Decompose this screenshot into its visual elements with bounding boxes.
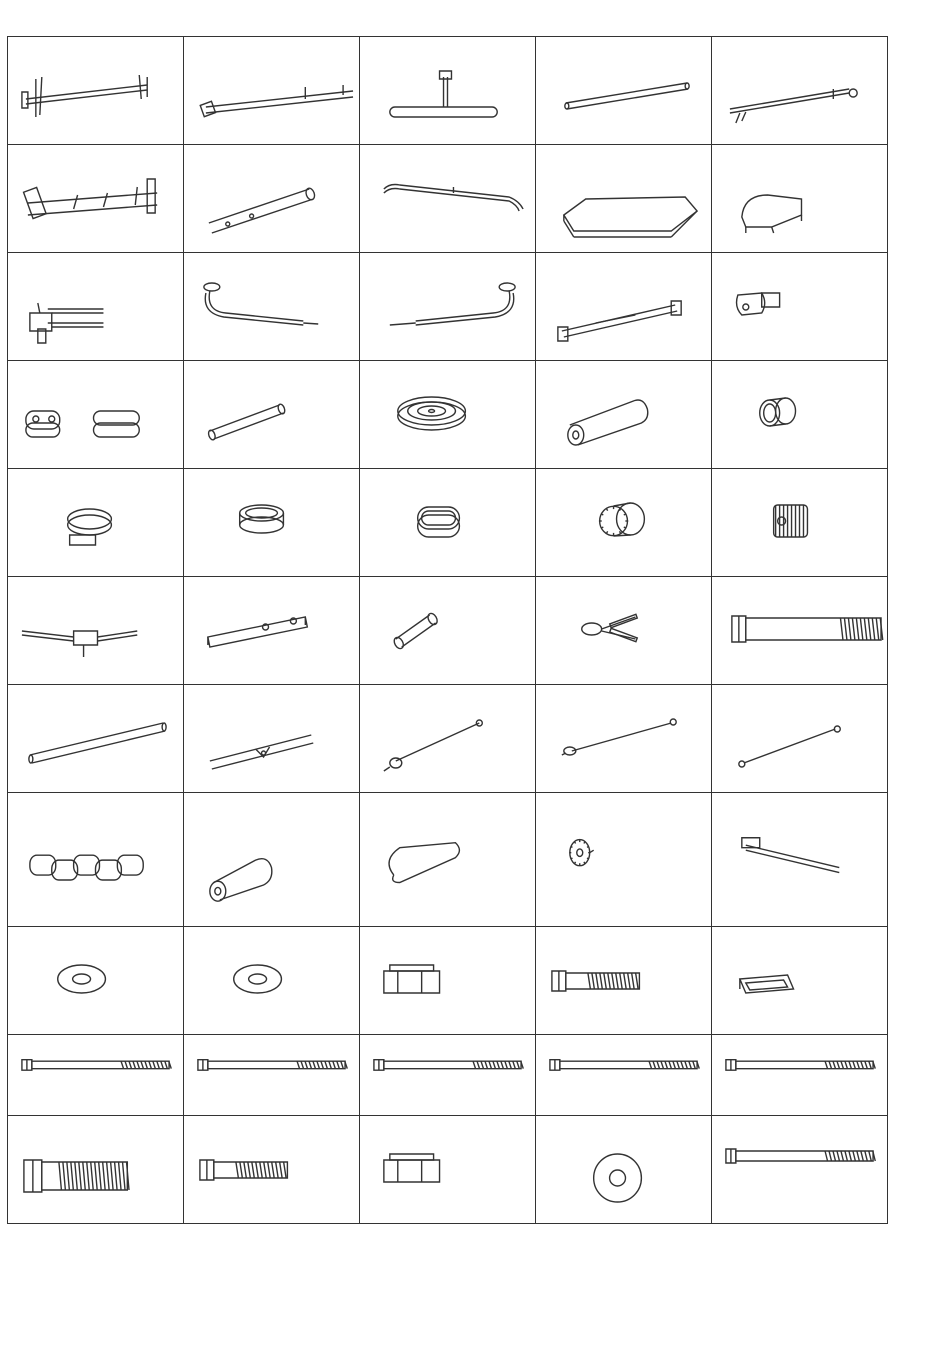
part-cell <box>360 469 536 577</box>
disc-pulley-icon <box>360 361 535 468</box>
long-bolt-icon <box>712 1035 887 1115</box>
part-cell <box>712 37 888 145</box>
parts-row <box>8 793 888 927</box>
bent-rod-left-icon <box>184 253 359 360</box>
part-cell <box>712 361 888 469</box>
fork-bracket-icon <box>8 253 183 360</box>
part-cell <box>536 1116 712 1224</box>
part-cell <box>712 1035 888 1116</box>
flat-bar-with-tabs-icon <box>536 253 711 360</box>
part-cell <box>8 685 184 793</box>
knurled-knob-icon <box>536 469 711 576</box>
part-cell <box>184 253 360 361</box>
part-cell <box>712 793 888 927</box>
flat-washer-icon <box>184 927 359 1034</box>
part-cell <box>536 1035 712 1116</box>
part-cell <box>184 577 360 685</box>
part-cell <box>536 253 712 361</box>
knurled-nut-icon <box>712 469 887 576</box>
part-cell <box>184 927 360 1035</box>
parts-row <box>8 253 888 361</box>
flat-washer-icon <box>8 927 183 1034</box>
part-cell <box>360 37 536 145</box>
cable-icon <box>712 685 887 792</box>
hex-bolt-short-icon <box>8 1116 183 1223</box>
long-bolt-icon <box>360 1035 535 1115</box>
chain-icon <box>8 793 183 926</box>
oval-ring-icon <box>360 469 535 576</box>
spring-clip-icon <box>536 577 711 684</box>
u-channel-plate-icon <box>184 577 359 684</box>
parts-grid <box>7 36 888 1224</box>
hex-bolt-icon <box>184 1116 359 1223</box>
part-cell <box>712 927 888 1035</box>
part-cell <box>360 927 536 1035</box>
part-cell <box>8 37 184 145</box>
link-plates-icon <box>8 361 183 468</box>
square-cap-icon <box>360 927 535 1034</box>
parts-row <box>8 145 888 253</box>
flat-strap-bar-icon <box>712 793 887 926</box>
part-cell <box>536 361 712 469</box>
part-cell <box>360 1116 536 1224</box>
rectangular-cap-icon <box>712 927 887 1034</box>
t-bar-handle-icon <box>360 37 535 144</box>
long-bolt-icon <box>712 1116 887 1223</box>
part-cell <box>536 577 712 685</box>
part-cell <box>8 1116 184 1224</box>
part-cell <box>536 469 712 577</box>
square-cap-icon <box>360 1116 535 1223</box>
part-cell <box>360 793 536 927</box>
rod-with-brackets-icon <box>712 37 887 144</box>
star-knob-icon <box>536 793 711 926</box>
sleeve-icon <box>360 577 535 684</box>
parts-row <box>8 37 888 145</box>
foam-roller-icon <box>536 361 711 468</box>
ring-bushing-icon <box>184 469 359 576</box>
part-cell <box>536 685 712 793</box>
long-bolt-icon <box>184 1035 359 1115</box>
clamp-bracket-icon <box>712 253 887 360</box>
part-cell <box>8 927 184 1035</box>
part-cell <box>184 37 360 145</box>
large-bolt-icon <box>712 577 887 684</box>
part-cell <box>8 793 184 927</box>
belt-clip-icon <box>8 469 183 576</box>
frame-with-bracket-icon <box>8 37 183 144</box>
part-cell <box>712 1116 888 1224</box>
long-bolt-icon <box>536 1035 711 1115</box>
part-cell <box>360 253 536 361</box>
long-rod-tube-icon <box>184 37 359 144</box>
part-cell <box>184 1035 360 1116</box>
cable-with-stopper-icon <box>360 685 535 792</box>
part-cell <box>712 253 888 361</box>
part-cell <box>360 361 536 469</box>
foam-grip-icon <box>184 793 359 926</box>
parts-row <box>8 927 888 1035</box>
part-cell <box>184 469 360 577</box>
parts-row <box>8 469 888 577</box>
parts-row <box>8 1035 888 1116</box>
part-cell <box>360 577 536 685</box>
part-cell <box>8 145 184 253</box>
part-cell <box>184 361 360 469</box>
part-cell <box>8 469 184 577</box>
three-arm-handle-icon <box>8 577 183 684</box>
end-cap-icon <box>712 361 887 468</box>
part-cell <box>712 469 888 577</box>
seat-pad-icon <box>536 145 711 252</box>
short-tube-icon <box>184 361 359 468</box>
hex-bolt-icon <box>536 927 711 1034</box>
part-cell <box>8 577 184 685</box>
part-cell <box>712 145 888 253</box>
long-bolt-icon <box>8 1035 183 1115</box>
part-cell <box>536 145 712 253</box>
part-cell <box>184 145 360 253</box>
parts-row <box>8 1116 888 1224</box>
part-cell <box>184 1116 360 1224</box>
part-cell <box>8 361 184 469</box>
part-cell <box>8 253 184 361</box>
long-tube-icon <box>8 685 183 792</box>
part-cell <box>8 1035 184 1116</box>
cable-assembly-icon <box>536 685 711 792</box>
part-cell <box>184 793 360 927</box>
frame-with-crossbars-icon <box>8 145 183 252</box>
parts-row <box>8 685 888 793</box>
parts-row <box>8 577 888 685</box>
part-cell <box>360 685 536 793</box>
part-cell <box>536 37 712 145</box>
washer-icon <box>536 1116 711 1223</box>
part-cell <box>536 793 712 927</box>
part-cell <box>184 685 360 793</box>
part-cell <box>712 577 888 685</box>
tube-with-tab-icon <box>184 685 359 792</box>
tube-with-holes-icon <box>184 145 359 252</box>
snap-hook-icon <box>360 793 535 926</box>
back-pad-icon <box>712 145 887 252</box>
part-cell <box>360 1035 536 1116</box>
part-cell <box>536 927 712 1035</box>
part-cell <box>360 145 536 253</box>
curved-bar-icon <box>360 145 535 252</box>
parts-row <box>8 361 888 469</box>
bent-rod-right-icon <box>360 253 535 360</box>
straight-tube-icon <box>536 37 711 144</box>
part-cell <box>712 685 888 793</box>
